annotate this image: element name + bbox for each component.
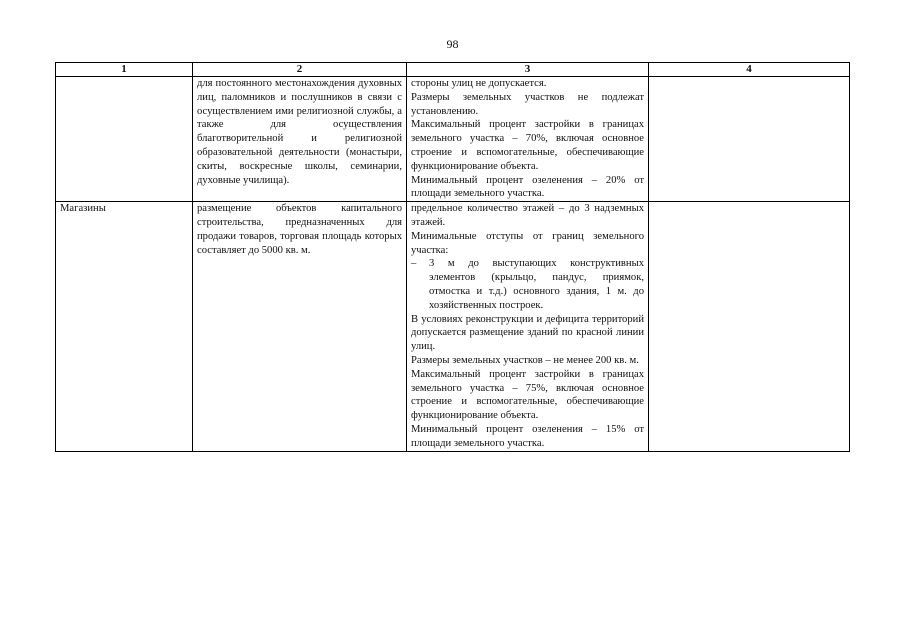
- zoning-table: [55, 62, 850, 452]
- column-header-1: 1: [56, 63, 193, 77]
- parameter-text: В условиях реконструкции и дефицита территорий допускается размещение зданий по красной линии улиц.: [411, 313, 644, 353]
- page-number: 98: [446, 37, 459, 51]
- restrictions-cell: [649, 202, 850, 451]
- column-header-2: 2: [193, 63, 407, 77]
- use-description-cell: [193, 77, 407, 202]
- parameter-text: Максимальный процент застройки в границах земельного участка – 70%, включая основное строение и вспомогательные, обеспечивающие функционирование объекта.: [411, 119, 644, 172]
- use-description-text: для постоянного местонахождения духовных лиц, паломников и послушников в связи с осуществлением ими религиозной службы, а также для осуществления благотворительной и религиозной образовательной деятельности (монастыри, скиты, воскресные школы, семинарии, духовные училища).: [197, 78, 402, 186]
- bullet-mark: –: [411, 258, 417, 270]
- use-description-text: размещение объектов капитального строительства, предназначенных для продажи товаров, торговая площадь которых составляет до 5000 кв. м.: [197, 203, 402, 256]
- table-header-row: [56, 63, 850, 77]
- parameter-text: Минимальный процент озеленения – 20% от площади земельного участка.: [411, 174, 644, 200]
- parameter-text: Минимальные отступы от границ земельного участка:: [411, 230, 644, 256]
- parameter-text: Размеры земельных участков не подлежат установлению.: [411, 91, 644, 117]
- parameter-text: стороны улиц не допускается.: [411, 78, 547, 89]
- table-row: [56, 202, 850, 451]
- use-name-cell: [56, 77, 193, 202]
- bullet-text: 3 м до выступающих конструктивных элементов (крыльцо, пандус, приямок, отмостка и т.д.) основного здания, 1 м. до хозяйственных построек.: [429, 258, 644, 311]
- use-name-cell: Магазины: [56, 202, 193, 451]
- column-header-4: 4: [649, 63, 850, 77]
- table-row: [56, 77, 850, 202]
- parameter-text: Минимальный процент озеленения – 15% от площади земельного участка.: [411, 423, 644, 449]
- parameter-text: Размеры земельных участков – не менее 200 кв. м.: [411, 354, 639, 366]
- parameter-text: предельное количество этажей – до 3 надземных этажей.: [411, 203, 644, 228]
- column-header-3: 3: [407, 63, 649, 77]
- bullet-item: [411, 257, 644, 312]
- restrictions-cell: [649, 77, 850, 202]
- parameters-cell: [407, 202, 649, 451]
- use-description-cell: [193, 202, 407, 451]
- parameters-cell: [407, 77, 649, 202]
- parameter-text: Максимальный процент застройки в границах земельного участка – 75%, включая основное строение и вспомогательные, обеспечивающие функционирование объекта.: [411, 368, 644, 422]
